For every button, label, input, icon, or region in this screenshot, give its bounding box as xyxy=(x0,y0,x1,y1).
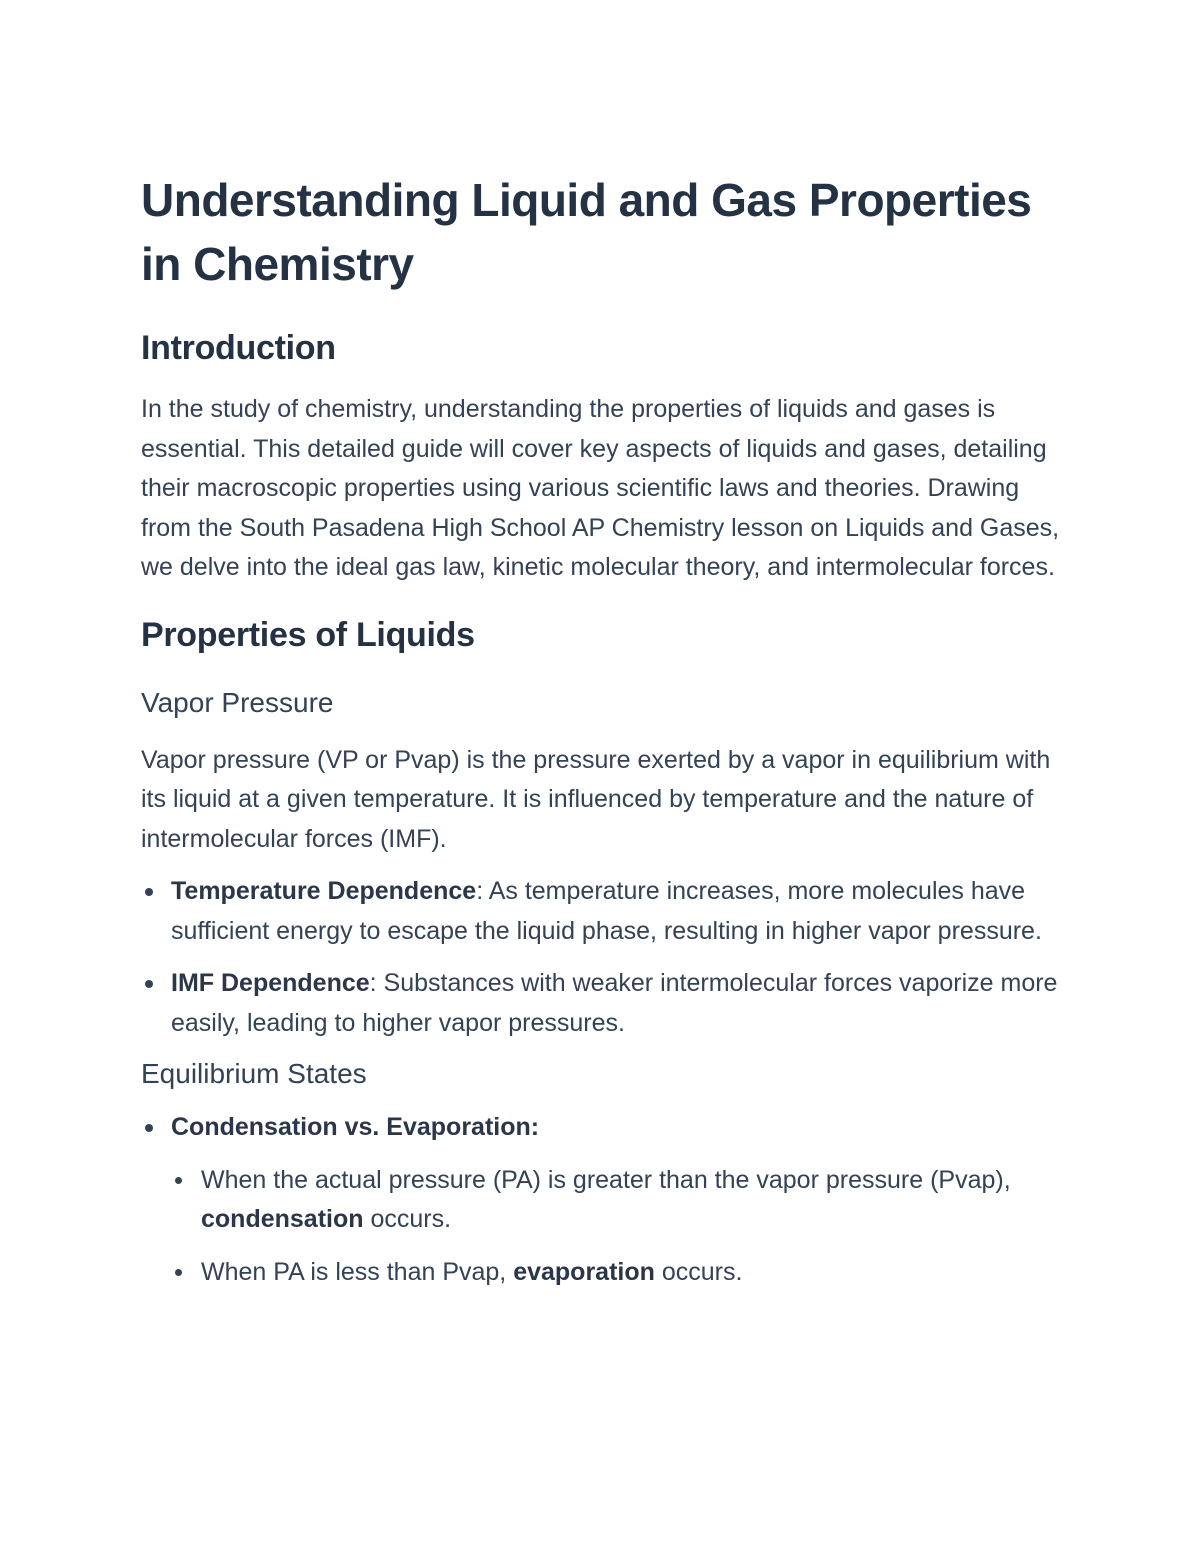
sublist-item-bold: condensation xyxy=(201,1205,364,1233)
vapor-pressure-list xyxy=(141,872,1061,1043)
introduction-paragraph: In the study of chemistry, understanding the properties of liquids and gases is essential. This detailed guide will cover key aspects of liquids and gases, detailing their macroscopic properties using various scientific laws and theories. Drawing from the South Pasadena High School AP Chemistry lesson on Liquids and Gases, we delve into the ideal gas law, kinetic molecular theory, and intermolecular forces. xyxy=(141,395,1060,581)
bullet-icon xyxy=(145,1124,153,1132)
equilibrium-states-heading: Equilibrium States xyxy=(141,1058,367,1089)
list-item-text: : Substances with weaker intermolecular forces vaporize more easily, leading to higher vapor pressures. xyxy=(171,969,1058,1037)
document-page xyxy=(141,168,1061,1305)
list-item-term: IMF Dependence xyxy=(171,969,370,997)
bullet-icon xyxy=(145,980,153,988)
list-item-text: : As temperature increases, more molecules have sufficient energy to escape the liquid phase, resulting in higher vapor pressure. xyxy=(171,877,1042,945)
introduction-heading: Introduction xyxy=(141,329,336,367)
sublist-item-text: occurs. xyxy=(654,1257,743,1286)
sublist-item-text: occurs. xyxy=(363,1205,452,1233)
bullet-icon xyxy=(145,888,153,896)
document-title: Understanding Liquid and Gas Properties in Chemistry xyxy=(141,174,1032,290)
bullet-icon xyxy=(175,1177,182,1184)
bullet-icon xyxy=(175,1269,182,1276)
sublist-item-text: When PA is less than Pvap, xyxy=(201,1257,514,1286)
equilibrium-list xyxy=(141,1108,1061,1292)
list-item-imf-dependence xyxy=(171,964,1061,1043)
liquids-heading: Properties of Liquids xyxy=(141,615,475,654)
sublist-item-condensation xyxy=(201,1161,1061,1240)
list-item-temperature-dependence xyxy=(171,872,1061,951)
list-item-condensation-vs-evaporation xyxy=(171,1108,1061,1292)
vapor-pressure-paragraph: Vapor pressure (VP or Pvap) is the pressure exerted by a vapor in equilibrium with its liquid at a given temperature. It is influenced by temperature and the nature of intermolecular forces (IMF). xyxy=(141,745,1051,853)
sublist-item-text: When the actual pressure (PA) is greater than the vapor pressure (Pvap), xyxy=(201,1165,1011,1194)
sublist-item-bold: evaporation xyxy=(513,1257,655,1286)
list-item-term: Temperature Dependence xyxy=(171,877,477,905)
sublist-item-evaporation xyxy=(201,1253,1061,1293)
equilibrium-sublist xyxy=(171,1161,1061,1293)
vapor-pressure-heading: Vapor Pressure xyxy=(141,686,334,718)
list-item-suffix: : xyxy=(530,1113,540,1141)
list-item-term: Condensation vs. Evaporation xyxy=(171,1113,531,1141)
